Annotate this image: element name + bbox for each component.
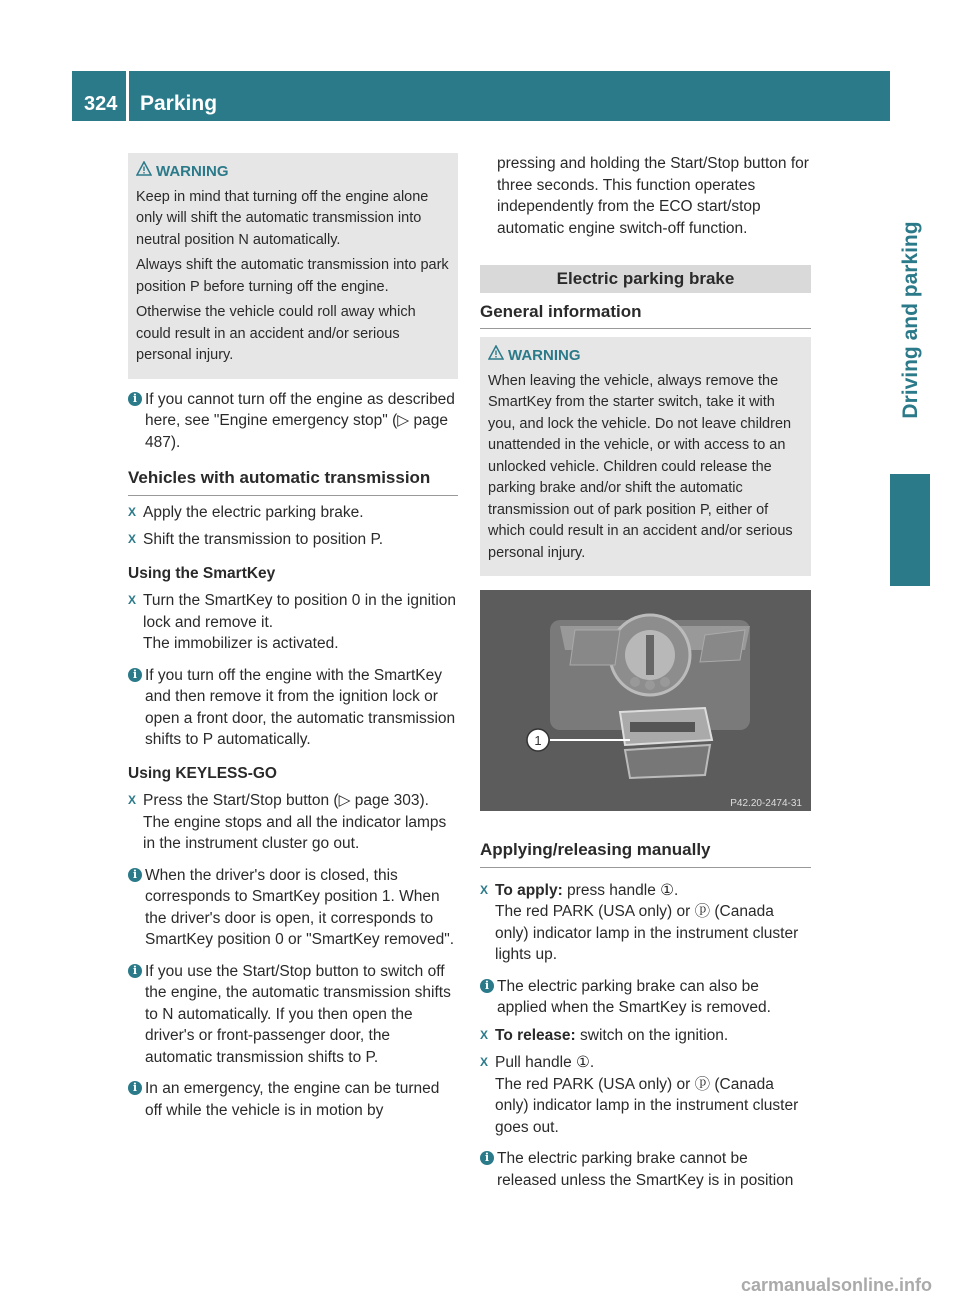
photo-code: P42.20-2474-31	[730, 798, 802, 809]
section-heading: General information	[480, 301, 811, 330]
right-column	[480, 153, 811, 1191]
info-icon: i	[128, 668, 142, 682]
step-arrow-icon: X	[128, 593, 137, 607]
warning-heading: WARNING	[156, 161, 450, 183]
photo-callout-number: 1	[534, 733, 542, 748]
step-arrow-icon: X	[128, 504, 137, 519]
step-item: X Shift the transmission to position P.	[128, 529, 458, 551]
continued-text: pressing and holding the Start/Stop button for three seconds. This function operates independently from the ECO start/stop automatic engine switch-off function.	[497, 155, 809, 237]
chapter-heading: Electric parking brake	[480, 265, 811, 293]
step-item: X To apply: press handle ①. The red PARK (USA only) or ⓟ (Canada only) indicator lamp in the instrument cluster lights up.	[480, 881, 799, 963]
info-icon: i	[128, 964, 142, 978]
section-heading: Vehicles with automatic transmission	[128, 467, 458, 496]
info-note: i The electric parking brake cannot be released unless the SmartKey is in position	[480, 1148, 811, 1191]
info-note: i If you turn off the engine with the SmartKey and then remove it from the ignition lock or open a front door, the automatic transmission shifts to P automatically.	[128, 665, 458, 751]
step-arrow-icon: X	[128, 532, 137, 546]
parking-brake-illustration	[480, 590, 811, 811]
info-note: i The electric parking brake can also be applied when the SmartKey is removed.	[480, 976, 811, 1019]
warning-icon	[488, 345, 504, 361]
info-icon: i	[128, 1081, 142, 1095]
info-icon: i	[128, 392, 142, 406]
info-icon: i	[480, 979, 494, 993]
step-item: X Press the Start/Stop button (▷ page 303). The engine stops and all the indicator lamps in the instrument cluster go out.	[128, 792, 447, 852]
step-item: X Pull handle ①. The red PARK (USA only) or ⓟ (Canada only) indicator lamp in the instrument cluster goes out.	[480, 1054, 799, 1136]
warning-box	[128, 153, 458, 379]
step-item: X Apply the electric parking brake.	[128, 502, 458, 524]
subheading: Using the SmartKey	[128, 564, 276, 582]
info-note: i If you cannot turn off the engine as described here, see "Engine emergency stop" (▷ page 487).	[128, 389, 458, 454]
page-number: 324	[84, 93, 118, 115]
info-icon: i	[480, 1151, 494, 1165]
parking-brake-photo	[480, 590, 811, 811]
side-tab	[891, 160, 931, 480]
info-note: i When the driver's door is closed, this corresponds to SmartKey position 1. When the driver's door is open, it corresponds to SmartKey position 0 or "SmartKey removed".	[128, 865, 458, 951]
step-arrow-icon: X	[128, 793, 137, 807]
step-arrow-icon: X	[480, 1055, 489, 1069]
side-tab-marker	[890, 474, 930, 586]
warning-text: When leaving the vehicle, always remove the SmartKey from the starter switch, take it with you, and lock the vehicle. Do not leave children unattended in the vehicle, or with access to an unlocked vehicle. Children could release the parking brake and/or shift the automatic transmission out of park position P, either of which could result in an accident and/or serious personal injury.	[488, 372, 793, 561]
warning-box	[480, 337, 811, 576]
step-arrow-icon: X	[480, 882, 489, 897]
step-item: X Turn the SmartKey to position 0 in the ignition lock and remove it. The immobilizer is activated.	[128, 592, 457, 652]
footer-watermark: carmanualsonline.info	[740, 1275, 932, 1295]
left-column	[128, 153, 458, 1121]
warning-icon	[136, 161, 152, 177]
section-heading: Applying/releasing manually	[480, 839, 811, 868]
side-tab-label: Driving and parking	[899, 221, 922, 419]
page-title: Parking	[140, 92, 218, 115]
info-note: i If you use the Start/Stop button to switch off the engine, the automatic transmission shifts to N automatically. If you then open the driver's or front-passenger door, the automatic transmission shifts to P.	[128, 961, 458, 1069]
step-item: X To release: switch on the ignition.	[480, 1025, 811, 1047]
warning-heading: WARNING	[508, 345, 803, 367]
header-divider	[126, 71, 129, 121]
warning-text: Keep in mind that turning off the engine alone only will shift the automatic transmission into neutral position N automatically.	[136, 188, 429, 248]
info-note: i In an emergency, the engine can be turned off while the vehicle is in motion by	[128, 1078, 458, 1121]
step-arrow-icon: X	[480, 1027, 489, 1042]
subheading: Using KEYLESS-GO	[128, 764, 277, 782]
warning-text: Otherwise the vehicle could roll away which could result in an accident and/or serious personal injury.	[136, 304, 416, 363]
warning-text: Always shift the automatic transmission into park position P before turning off the engine.	[136, 257, 449, 295]
info-icon: i	[128, 868, 142, 882]
